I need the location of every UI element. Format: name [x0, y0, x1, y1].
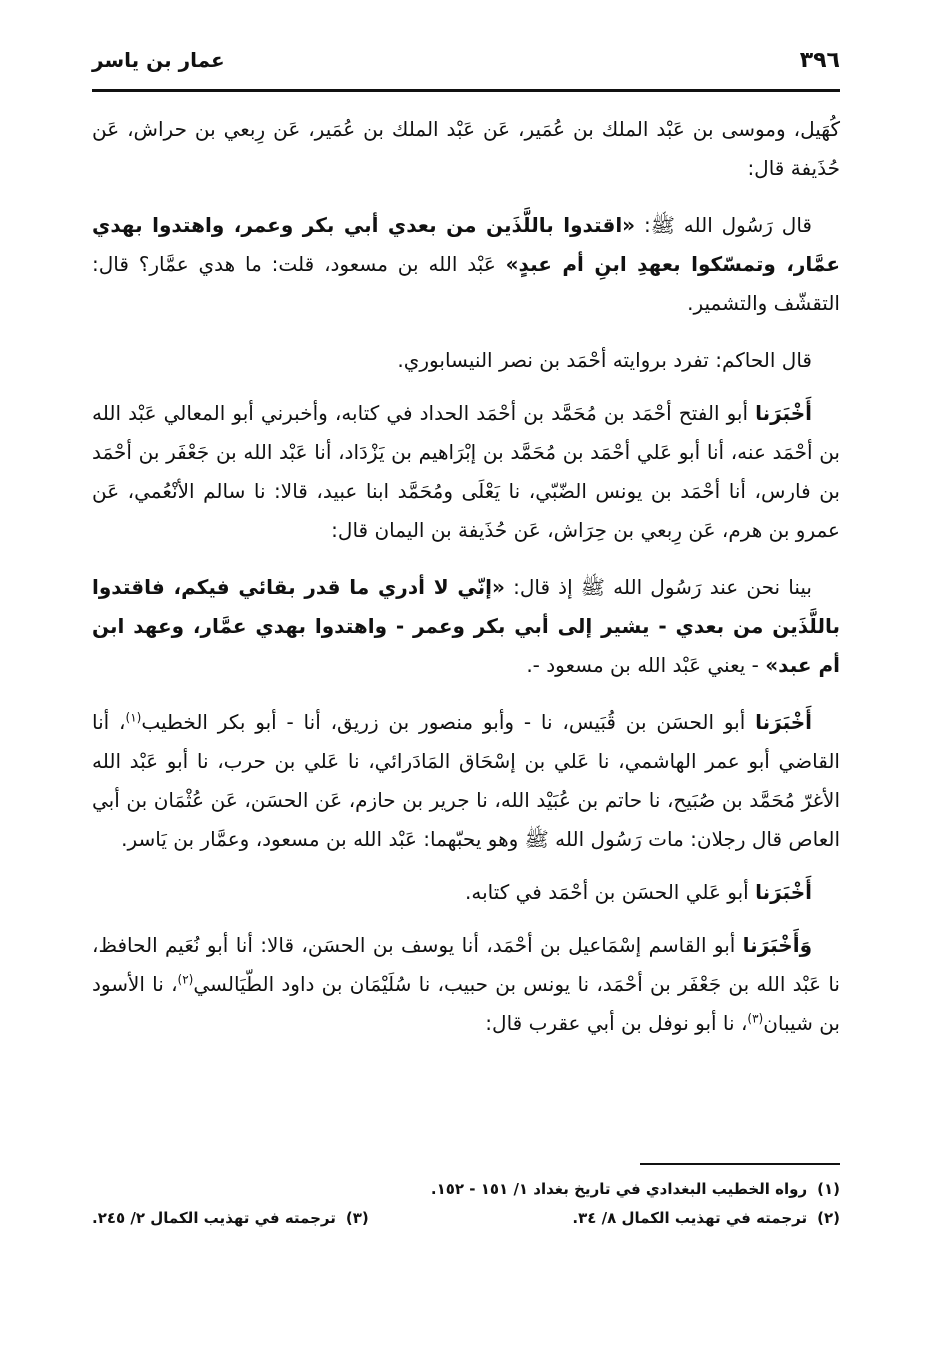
paragraph-7 [92, 873, 840, 912]
bold-text: أَخْبَرَنا [755, 401, 812, 425]
footnote-reference: (٢) [177, 972, 194, 987]
footnote-reference: (١) [125, 710, 142, 725]
paragraph-1 [92, 110, 840, 188]
text-run: أبو القاسم إسْمَاعيل بن أحْمَد، أنا يوسف بن الحسَن، قالا: أنا أبو نُعَيم الحافظ، نا عَبْد الله بن جَعْفَر بن أحْمَد، نا يونس بن حبيب، نا سُلَيْمَان بن داود الطّيَالسي [92, 933, 840, 996]
footnote-marker: (٣) [345, 1209, 369, 1227]
main-text [92, 110, 840, 1061]
bold-text: أَخْبَرَنا [755, 710, 813, 734]
paragraph-4 [92, 394, 840, 550]
text-run: كُهَيل، وموسى بن عَبْد الملك بن عُمَير، عَن عَبْد الملك بن عُمَير، عَن رِبعي بن حراش، عَن حُذَيفة قال: [92, 117, 840, 180]
text-run: أبو عَلي الحسَن بن أحْمَد في كتابه. [464, 880, 756, 904]
text-run: أبو الحسَن بن قُبَيس، نا - وأبو منصور بن زريق، أنا - أبو بكر الخطيب [141, 710, 756, 734]
footnotes [92, 1175, 840, 1233]
text-run: قال رَسُول الله ﷺ: [635, 213, 812, 237]
bold-text: «اقتدوا باللَّذَين من بعدي أبي بكر وعمر، واهتدوا بهدي عمَّار، وتمسّكوا بعهدِ ابنِ أم عبدٍ» [92, 213, 841, 276]
footnote-reference: (٣) [747, 1011, 764, 1026]
paragraph-2 [92, 206, 840, 323]
footnote-1 [431, 1175, 840, 1204]
paragraph-6 [92, 703, 840, 859]
text-run: ، نا الأسود بن شيبان [92, 972, 840, 1035]
page-number: ٣٩٦ [799, 48, 840, 73]
footnote-row-2 [92, 1204, 840, 1233]
text-run: ، أنا القاضي أبو عمر الهاشمي، نا عَلي بن إسْحَاق المَادَرائي، نا عَلي بن حرب، نا أبو عَبْد الله الأغرّ مُحَمَّد بن صُبَيح، نا حاتم بن عُبَيْد الله، نا جرير بن حازم، عَن الحسَن، عَن عُثْمَان بن أبي العاص قال رجلان: مات رَسُول الله ﷺ وهو يحبّهما: عَبْد الله بن مسعود، وعمَّار بن يَاسر. [92, 710, 840, 851]
text-run: بينا نحن عند رَسُول الله ﷺ إذ قال: [504, 575, 812, 599]
text-run: - يعني عَبْد الله بن مسعود -. [526, 653, 766, 677]
footnote-marker: (١) [817, 1180, 840, 1198]
footnote-marker: (٢) [817, 1209, 840, 1227]
bold-text: «إنّي لا أدري ما قدر بقائي فيكم، فاقتدوا باللَّذَين من بعدي - يشير إلى أبي بكر وعمر - واهتدوا بهدي عمَّار، وعهد ابن أم عبد» [92, 575, 840, 677]
footnote-3 [92, 1204, 369, 1233]
section-title: عمار بن ياسر [92, 48, 225, 72]
text-run: قال الحاكم: تفرد بروايته أحْمَد بن نصر النيسابوري. [397, 348, 812, 372]
text-run: أبو الفتح أحْمَد بن مُحَمَّد بن أحْمَد الحداد في كتابه، وأخبرني أبو المعالي عَبْد الله بن أحْمَد عنه، أنا أبو عَلي أحْمَد بن مُحَمَّد بن إبْرَاهيم بن يَزْدَاد، أنا عَبْد الله بن جَعْفَر بن أحْمَد بن فارس، أنا أحْمَد بن يونس الضّبّي، نا يَعْلَى ومُحَمَّد ابنا عبيد، قالا: نا سالم الأنْعُمي، عَن عمرو بن هرم، عَن رِبعي بن حِرَاش، عَن حُذَيفة بن اليمان قال: [92, 401, 840, 542]
text-run: ، نا أبو نوفل بن أبي عقرب قال: [485, 1011, 748, 1035]
footnote-row-1 [92, 1175, 840, 1204]
footnote-divider [640, 1163, 840, 1165]
footnote-text: ترجمته في تهذيب الكمال ٨/ ٣٤. [572, 1209, 808, 1227]
bold-text: وَأَخْبَرَنا [742, 933, 812, 957]
footnote-text: رواه الخطيب البغدادي في تاريخ بغداد ١/ ١٥١ - ١٥٢. [430, 1180, 808, 1198]
footnote-2 [572, 1204, 840, 1233]
paragraph-8 [92, 926, 840, 1043]
footnote-text: ترجمته في تهذيب الكمال ٢/ ٢٤٥. [92, 1209, 336, 1227]
text-run: عَبْد الله بن مسعود، قلت: ما هدي عمَّار؟ قال: التقشّف والتشمير. [92, 252, 840, 315]
bold-text: أَخْبَرَنا [755, 880, 812, 904]
paragraph-5 [92, 568, 840, 685]
running-header [92, 42, 840, 92]
paragraph-3 [92, 341, 840, 380]
